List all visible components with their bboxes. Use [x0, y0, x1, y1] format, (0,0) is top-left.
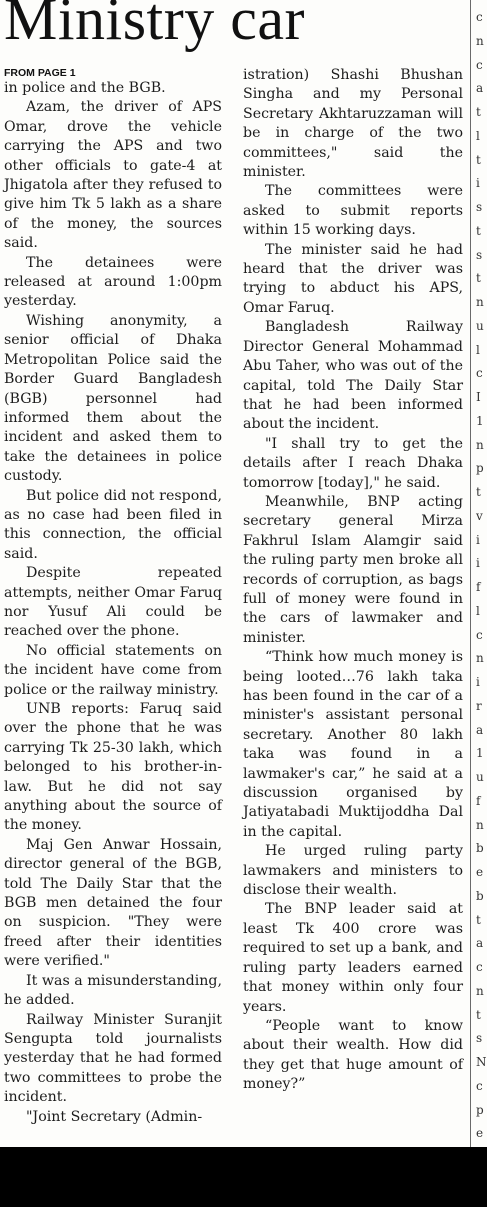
paragraph: The committees were asked to submit reports within 15 working days. [243, 183, 463, 239]
edge-letter: i [476, 176, 480, 191]
edge-letter: c [476, 627, 483, 642]
edge-letter: c [476, 960, 483, 974]
edge-letter: c [476, 1078, 483, 1093]
edge-letter: a [476, 722, 484, 737]
edge-letter: t [476, 1007, 481, 1022]
edge-letter: p [476, 461, 484, 476]
edge-letter: l [476, 603, 480, 618]
edge-letter: n [476, 983, 484, 998]
paragraph: No official statements on the incident have come from police or the railway ministry. [4, 642, 222, 698]
column-divider [470, 0, 471, 1147]
edge-letter: e [476, 865, 484, 879]
edge-letter: p [476, 1102, 484, 1117]
paragraph: Azam, the driver of APS Omar, drove the vehicle carrying the APS and two other officials to gate-4 at Jhigatola after they refused to give him Tk 5 lakh as a share of the money, the sources said. [4, 99, 222, 252]
paragraph: "Joint Secretary (Admin- [26, 1108, 203, 1125]
edge-letter: b [476, 888, 484, 903]
black-footer-bar [0, 1147, 487, 1207]
edge-letter: u [476, 770, 484, 784]
paragraph: Despite repeated attempts, neither Omar Faruq nor Yusuf Ali could be reached over the phone. [4, 565, 222, 640]
edge-letter: b [476, 841, 484, 856]
paragraph: "I shall try to get the details after I reach Dhaka tomorrow [today]," he said. [243, 435, 463, 491]
edge-letter: a [476, 81, 484, 96]
paragraph: UNB reports: Faruq said over the phone that he was carrying Tk 25-30 lakh, which belonged to his brother-in-law. But he did not say anything about the source of the money. [4, 701, 222, 834]
edge-letter: l [476, 342, 480, 357]
edge-letter: c [476, 57, 483, 72]
edge-letter: e [476, 1126, 484, 1141]
paragraph: It was a misunderstanding, he added. [4, 972, 222, 1009]
edge-letter: v [476, 508, 483, 523]
edge-letter: i [476, 556, 480, 571]
edge-letter: i [476, 532, 480, 547]
edge-letter: f [476, 793, 481, 808]
edge-letter: n [476, 651, 484, 666]
edge-letter: f [476, 580, 481, 594]
edge-letter: a [476, 936, 484, 951]
edge-letter: t [476, 271, 481, 286]
edge-letter: t [476, 485, 481, 499]
edge-letter: I [476, 390, 481, 404]
paragraph: The BNP leader said at least Tk 400 crore was required to set up a bank, and ruling party leaders earned that money within only four years. [243, 901, 463, 1015]
edge-letter: s [476, 1031, 483, 1046]
edge-letter: N [476, 1055, 487, 1069]
paragraph: Maj Gen Anwar Hossain, director general of the BGB, told The Daily Star that the BGB men detained the four on suspicion. "They were freed after their identities were verified." [4, 836, 222, 970]
edge-letter: c [476, 366, 483, 381]
edge-letter: s [476, 247, 483, 262]
edge-letter: r [476, 698, 482, 713]
edge-letter: n [476, 295, 484, 309]
paragraph: He urged ruling party lawmakers and ministers to disclose their wealth. [243, 843, 463, 899]
edge-letter: 1 [476, 746, 484, 761]
paragraph: The minister said he had heard that the driver was trying to abduct his APS, Omar Faruq. [243, 241, 463, 316]
paragraph: Bangladesh Railway Director General Mohammad Abu Taher, who was out of the capital, told The Daily Star that he had been informed about the incident. [243, 319, 463, 433]
edge-letter: s [476, 200, 483, 214]
paragraph: Wishing anonymity, a senior official of Dhaka Metropolitan Police said the Border Guard Bangladesh (BGB) personnel had informed them about the incident and asked them to take the detainees in police custody. [4, 312, 222, 485]
paragraph: But police did not respond, as no case had been filed in this connection, the official said. [4, 487, 222, 562]
article-column-1 [4, 79, 222, 1127]
headline: Ministry car [4, 0, 305, 52]
paragraph: “People want to know about their wealth. How did they get that huge amount of money?” [243, 1017, 463, 1093]
edge-letter: n [476, 817, 484, 832]
edge-letter: t [476, 912, 481, 927]
article-column-2 [243, 66, 463, 1095]
adjacent-column-fragment [474, 0, 487, 1147]
edge-letter: l [476, 128, 480, 143]
paragraph: Meanwhile, BNP acting secretary general Mirza Fakhrul Islam Alamgir said the ruling party men broke all records of corruption, as bags full of money were found in the cars of lawmaker and minister. [243, 493, 463, 646]
edge-letter: n [476, 33, 484, 48]
edge-letter: t [476, 105, 481, 119]
from-page-kicker: FROM PAGE 1 [4, 67, 76, 79]
edge-letter: u [476, 318, 484, 333]
edge-letter: i [476, 675, 480, 689]
paragraph: “Think how much money is being looted…76 lakh taka has been found in the car of a minister's assistant personal secretary. Another 80 lakh taka was found in a lawmaker's car,” he said at a discussion organised by Jatiyatabadi Muktijoddha Dal in the capital. [243, 649, 463, 840]
edge-letter: t [476, 223, 481, 238]
paragraph: Railway Minister Suranjit Sengupta told journalists yesterday that he had formed two committees to probe the incident. [4, 1011, 222, 1106]
paragraph: istration) Shashi Bhushan Singha and my Personal Secretary Akhtaruzzaman will be in charge of the two committees," said the minister. [243, 67, 463, 181]
edge-letter: t [476, 152, 481, 167]
edge-letter: c [476, 10, 483, 24]
paragraph: in police and the BGB. [4, 80, 166, 96]
paragraph: The detainees were released at around 1:00pm yesterday. [4, 254, 222, 310]
edge-letter: 1 [476, 413, 484, 428]
edge-letter: n [476, 437, 484, 452]
